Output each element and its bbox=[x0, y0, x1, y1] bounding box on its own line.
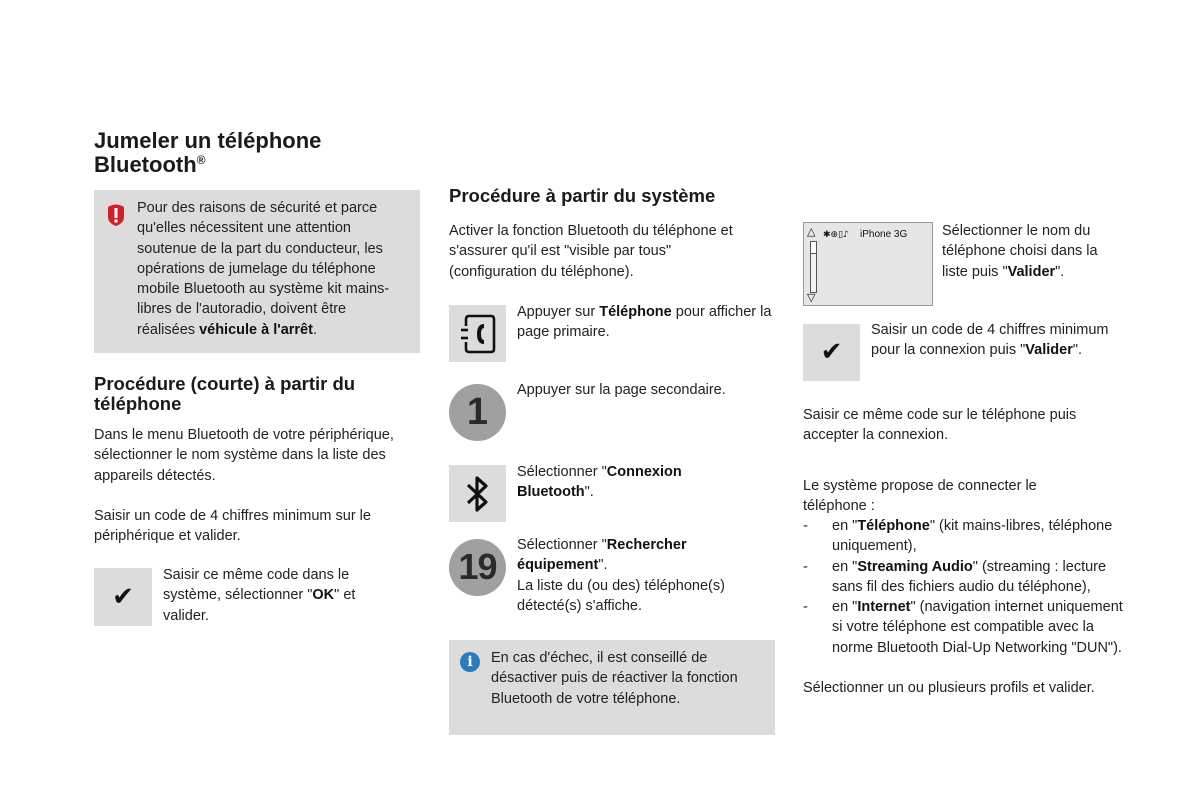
step-connexion-bluetooth bbox=[517, 462, 747, 503]
info-icon: i bbox=[460, 652, 480, 672]
list-dash: - bbox=[803, 599, 808, 616]
step-number-1: 1 bbox=[449, 384, 506, 441]
step4-bold: Rechercher équipement bbox=[517, 537, 687, 574]
profile-item-streaming bbox=[803, 557, 1133, 598]
enter-code-text: Saisir un code de 4 chiffres minimum pour la connexion puis " bbox=[871, 322, 1109, 359]
profiles-intro: Le système propose de connecter le téléphone : bbox=[803, 478, 1037, 515]
enter-code-end: ". bbox=[1072, 342, 1083, 359]
step4-end: ". bbox=[598, 557, 608, 574]
select-device-bold: Valider bbox=[1007, 263, 1056, 280]
step-select-device bbox=[942, 221, 1122, 282]
list-dash: - bbox=[803, 518, 808, 534]
profile-desc: " (navigation internet uniquement si votre téléphone est compatible avec la norme Bluetooth Dial-Up Networking "DUN"). bbox=[832, 599, 1123, 656]
check-icon: ✔ bbox=[820, 337, 843, 368]
warning-text bbox=[137, 198, 407, 340]
system-procedure-intro: Activer la fonction Bluetooth du téléphone et s'assurer qu'il est "visible par tous" (configuration du téléphone). bbox=[449, 223, 733, 280]
profile-name: Internet bbox=[857, 599, 911, 616]
check-icon: ✔ bbox=[112, 581, 134, 612]
page-title bbox=[94, 129, 424, 177]
bluetooth-icon bbox=[464, 473, 492, 515]
step3-end: ". bbox=[584, 484, 594, 501]
step-number-19: 19 bbox=[449, 539, 506, 596]
short-step-bold: OK bbox=[312, 587, 335, 604]
select-device-text: Sélectionner le nom du téléphone choisi dans la liste puis " bbox=[942, 223, 1098, 280]
profile-text: en " bbox=[832, 599, 858, 616]
info-text: En cas d'échec, il est conseillé de désactiver puis de réactiver la fonction Bluetooth de votre téléphone. bbox=[491, 650, 738, 707]
profile-desc: " (kit mains-libres, téléphone uniquement), bbox=[832, 518, 1113, 555]
step4-text: Sélectionner " bbox=[517, 537, 607, 553]
short-procedure-para1: Dans le menu Bluetooth de votre périphérique, sélectionner le nom système dans la liste des appareils détectés. bbox=[94, 427, 394, 484]
same-code-para: Saisir ce même code sur le téléphone puis accepter la connexion. bbox=[803, 407, 1077, 444]
list-dash: - bbox=[803, 558, 808, 575]
profiles-final: Sélectionner un ou plusieurs profils et valider. bbox=[803, 680, 1095, 696]
step3-bold: Connexion Bluetooth bbox=[517, 464, 682, 501]
profile-text: en " bbox=[832, 518, 858, 534]
system-procedure-heading: Procédure à partir du système bbox=[449, 185, 716, 206]
profile-desc: " (streaming : lecture sans fil des fichiers audio du téléphone), bbox=[832, 558, 1107, 595]
profile-text: en " bbox=[832, 558, 858, 575]
step1-bold: Téléphone bbox=[599, 304, 672, 320]
profile-name: Téléphone bbox=[857, 518, 930, 534]
warning-text-bold: véhicule à l'arrêt bbox=[199, 321, 313, 338]
profile-item-telephone bbox=[803, 516, 1133, 557]
warning-box bbox=[94, 190, 420, 353]
warning-icon bbox=[106, 203, 126, 227]
profile-name: Streaming Audio bbox=[857, 558, 973, 575]
device-list-screen bbox=[803, 222, 933, 306]
step1-end: pour afficher la page primaire. bbox=[517, 304, 772, 341]
step-secondary-page: Appuyer sur la page secondaire. bbox=[517, 382, 726, 398]
select-device-end: ". bbox=[1055, 263, 1065, 280]
screen-scroll-down-icon: ▽ bbox=[807, 291, 816, 304]
warning-text-end: . bbox=[312, 321, 317, 338]
screen-device-name: iPhone 3G bbox=[860, 229, 908, 240]
validate-code-tile bbox=[803, 324, 860, 381]
enter-code-bold: Valider bbox=[1025, 342, 1073, 359]
validate-tile bbox=[94, 568, 152, 626]
short-procedure-heading: Procédure (courte) à partir du téléphone bbox=[94, 373, 356, 414]
screen-scrollbar bbox=[810, 241, 817, 293]
step4-line2: La liste du (ou des) téléphone(s) détecté(s) s'affiche. bbox=[517, 577, 725, 614]
screen-status-icons: ✱⊕▯♪ bbox=[823, 230, 849, 240]
step1-text: Appuyer sur bbox=[517, 304, 600, 320]
step-rechercher bbox=[517, 535, 767, 616]
warning-text-main: Pour des raisons de sécurité et parce qu'elles nécessitent une attention soutenue de la part du conducteur, les opérations de jumelage du téléphone mobile Bluetooth au système kit mains-libres de l'autoradio, doivent être réalisées bbox=[137, 200, 390, 338]
info-box bbox=[449, 640, 775, 735]
short-step-end: " et valider. bbox=[163, 587, 356, 624]
step-telephone bbox=[517, 302, 779, 343]
step-enter-code bbox=[871, 320, 1136, 361]
telephone-icon bbox=[458, 312, 498, 356]
profiles-list bbox=[803, 516, 1133, 658]
profile-item-internet bbox=[803, 597, 1133, 658]
telephone-tile bbox=[449, 305, 506, 362]
step3-text: Sélectionner " bbox=[517, 464, 607, 480]
short-procedure-para2: Saisir un code de 4 chiffres minimum sur le périphérique et valider. bbox=[94, 508, 371, 545]
short-procedure-step bbox=[163, 565, 393, 626]
registered-mark: ® bbox=[196, 153, 206, 167]
page-title-line2: Bluetooth bbox=[94, 152, 197, 177]
bluetooth-tile bbox=[449, 465, 506, 522]
screen-scroll-up-icon: △ bbox=[807, 225, 816, 238]
page-title-line1: Jumeler un téléphone bbox=[94, 128, 322, 153]
short-step-text: Saisir ce même code dans le système, sélectionner " bbox=[163, 567, 350, 604]
